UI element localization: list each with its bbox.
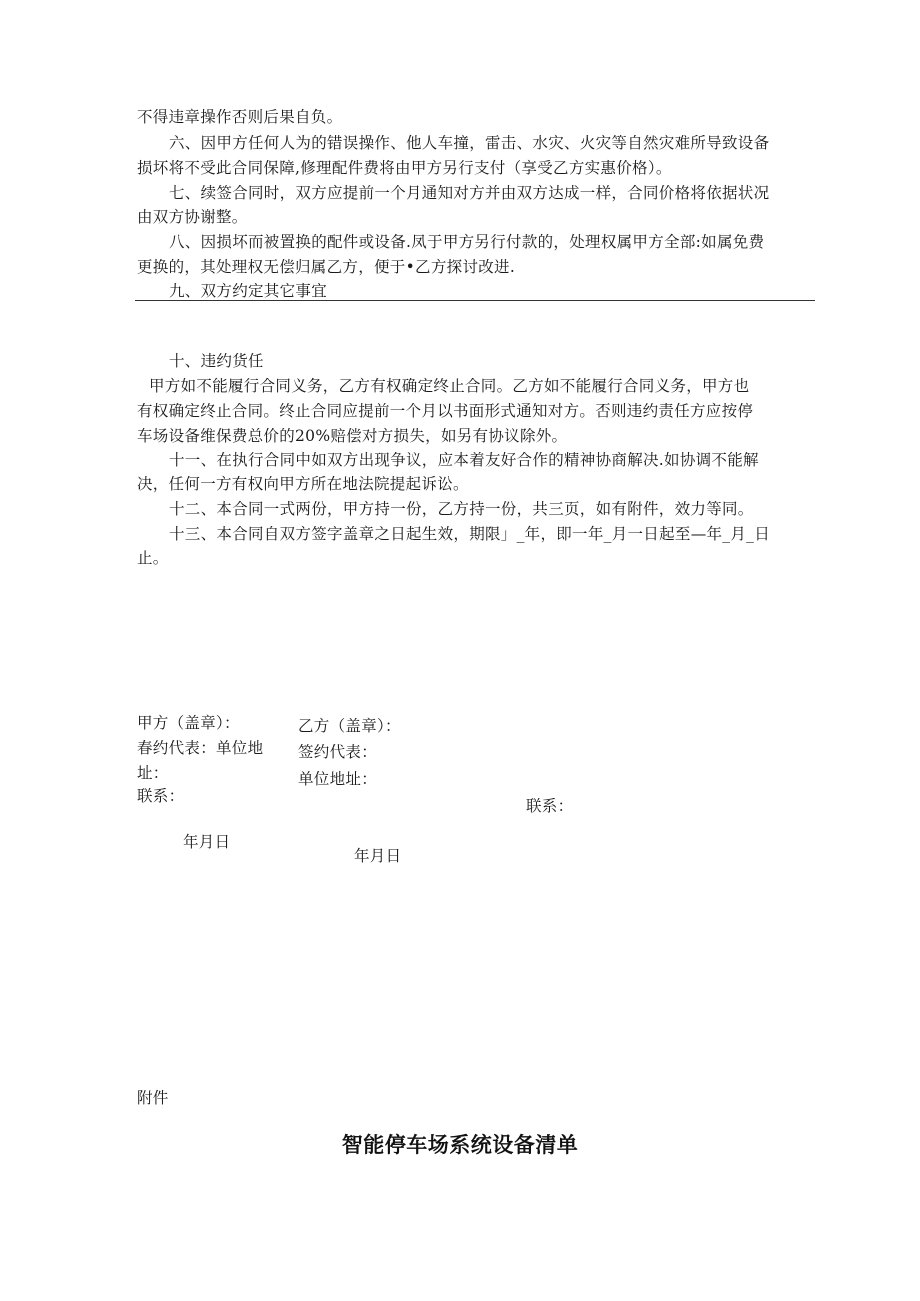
clause-13-line-1: 十三、本合同自双方签字盖章之日起生效，期限」_年，即一年_月一日起至—年_月_日 — [169, 525, 771, 543]
clause-6-line-2: 损坏将不受此合同保障,修理配件费将由甲方另行支付（享受乙方实惠价格）。 — [137, 159, 672, 177]
party-a-contact: 联系： — [137, 787, 185, 805]
appendix-title: 智能停车场系统设备清单 — [341, 1133, 579, 1157]
party-b-rep: 签约代表： — [298, 743, 378, 761]
underline-rule — [135, 300, 815, 301]
clause-11-line-1: 十一、在执行合同中如双方出现争议，应本着友好合作的精神协商解决.如协调不能解 — [169, 451, 759, 469]
appendix-label: 附件 — [137, 1089, 169, 1107]
clause-5-tail: 不得违章操作否则后果自负。 — [137, 108, 343, 126]
party-a-rep-address: 春约代表：单位地 — [137, 739, 264, 757]
clause-11-line-2: 决，任何一方有权向甲方所在地法院提起诉讼。 — [137, 475, 469, 493]
clause-12: 十二、本合同一式两份，甲方持一份，乙方持一份，共三页，如有附件，效力等同。 — [169, 500, 754, 518]
party-b-seal: 乙方（盖章）： — [298, 717, 401, 735]
party-a-seal: 甲方（盖章）： — [137, 714, 240, 732]
clause-7-line-1: 七、续签合同时，双方应提前一个月通知对方并由双方达成一样，合同价格将依据状况 — [169, 184, 770, 202]
clause-10-line-2: 有权确定终止合同。终止合同应提前一个月以书面形式通知对方。否则违约责任方应按停 — [137, 402, 754, 420]
party-a-address-cont: 址： — [137, 764, 169, 782]
clause-13-line-2: 止。 — [137, 549, 169, 567]
party-a-date: 年月日 — [183, 833, 231, 851]
party-b-contact: 联系： — [526, 797, 574, 815]
clause-10-title: 十、违约货任 — [169, 352, 264, 370]
clause-8-line-1: 八、因损坏而被置换的配件或设备.凤于甲方另行付款的，处理权属甲方全部:如属免费 — [169, 233, 765, 251]
clause-6-line-1: 六、因甲方任何人为的错误操作、他人车撞，雷击、水灾、火灾等自然灾难所导致设备 — [169, 134, 770, 152]
clause-8-line-2: 更换的，其处理权无偿归属乙方，便于•乙方探讨改进. — [137, 258, 516, 276]
party-b-address: 单位地址： — [298, 770, 378, 788]
clause-7-line-2: 由双方协谢整。 — [137, 208, 248, 226]
clause-9: 九、双方约定其它事宜 — [169, 282, 328, 300]
clause-10-line-3: 车场设备维保费总价的20%赔偿对方损失，如另有协议除外。 — [137, 427, 568, 445]
clause-10-line-1: 甲方如不能履行合同义务，乙方有权确定终止合同。乙方如不能履行合同义务，甲方也 — [149, 377, 750, 395]
party-b-date: 年月日 — [354, 847, 402, 865]
